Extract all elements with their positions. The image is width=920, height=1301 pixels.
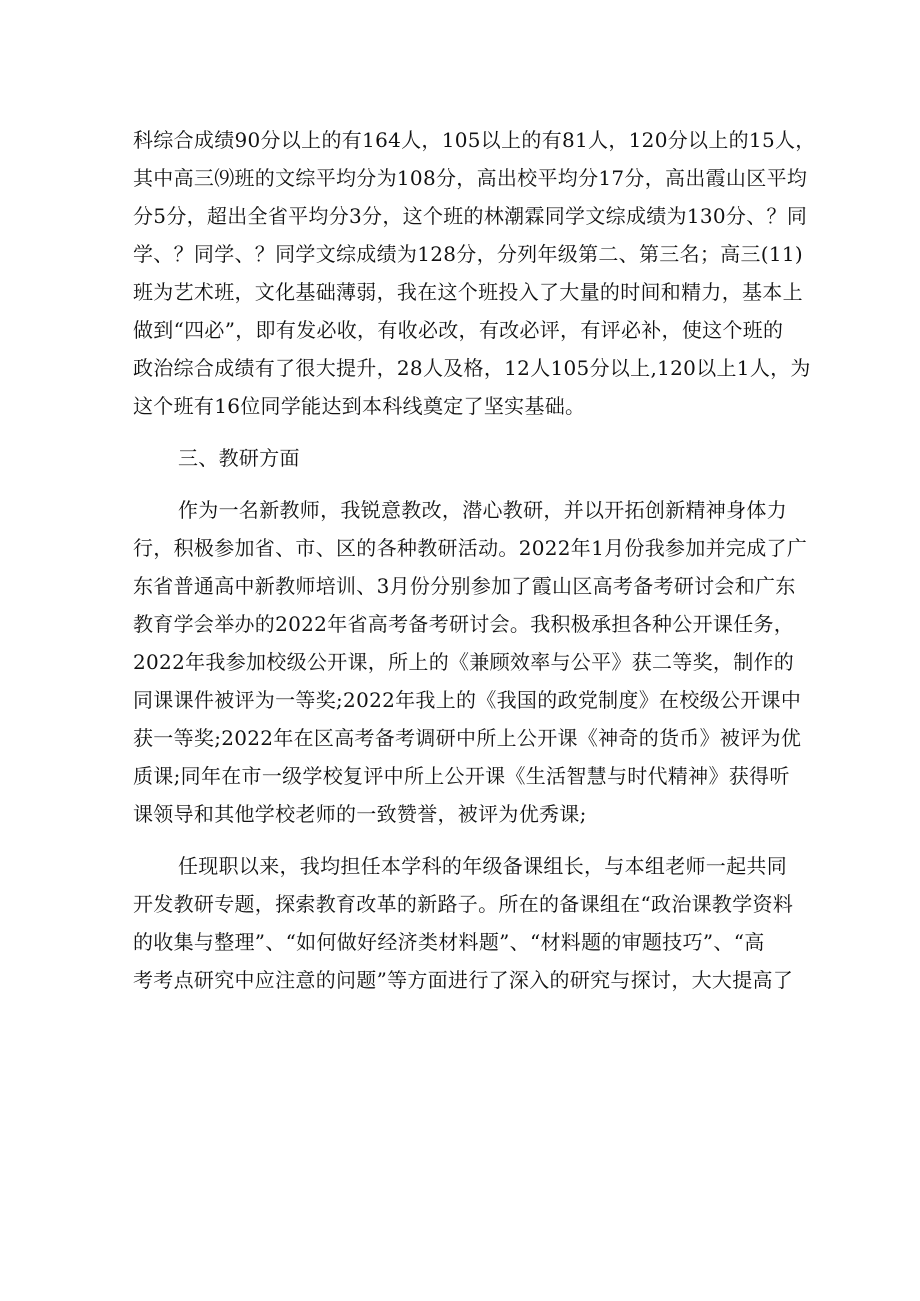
paragraph-group-lead [133,847,793,999]
text-line: 考考点研究中应注意的问题”等方面进行了深入的研究与探讨，大大提高了 [133,968,794,992]
text-line: 做到“四必”，即有发必收，有收必改，有改必评，有评必补，使这个班的 [133,318,784,342]
section-heading: 三、教研方面 [178,446,300,470]
text-line: 其中高三⑼班的文综平均分为108分，高出校平均分17分，高出霞山区平均 [133,166,808,190]
paragraph-spacer [133,477,793,491]
text-line: 行，积极参加省、市、区的各种教研活动。2022年1月份我参加并完成了广 [133,536,808,560]
text-line: 质课;同年在市一级学校复评中所上公开课《生活智慧与时代精神》获得听 [133,764,790,788]
text-line: 学、？同学、？同学文综成绩为128分，分列年级第二、第三名；高三(11) [133,242,804,266]
paragraph-scores [133,121,816,425]
text-line: 教育学会举办的2022年省高考备考研讨会。我积极承担各种公开课任务， [133,612,795,636]
paragraph-research [133,491,808,833]
text-line: 东省普通高中新教师培训、3月份分别参加了霞山区高考备考研讨会和广东 [133,574,796,598]
text-line: 分5分，超出全省平均分3分，这个班的林潮霖同学文综成绩为130分、？同 [133,204,808,228]
paragraph-spacer [133,425,793,439]
text-line: 课领导和其他学校老师的一致赞誉，被评为优秀课; [133,802,587,826]
text-line: 开发教研专题，探索教育改革的新路子。所在的备课组在“政治课教学资料 [133,892,794,916]
text-line: 作为一名新教师，我锐意教改，潜心教研，并以开拓创新精神身体力 [178,498,787,522]
text-line: 2022年我参加校级公开课，所上的《兼顾效率与公平》获二等奖，制作的 [133,650,795,674]
text-line: 政治综合成绩有了很大提升，28人及格，12人105分以上,120以上1人，为 [133,356,811,380]
text-line: 任现职以来，我均担任本学科的年级备课组长，与本组老师一起共同 [178,854,787,878]
text-line: 班为艺术班，文化基础薄弱，我在这个班投入了大量的时间和精力，基本上 [133,280,803,304]
text-line: 的收集与整理”、“如何做好经济类材料题”、“材料题的审题技巧”、“高 [133,930,765,954]
paragraph-spacer [133,833,793,847]
text-line: 获一等奖;2022年在区高考备考调研中所上公开课《神奇的货币》被评为优 [133,726,802,750]
text-line: 科综合成绩90分以上的有164人，105以上的有81人，120分以上的15人， [133,128,816,152]
text-line: 这个班有16位同学能达到本科线奠定了坚实基础。 [133,394,586,418]
text-line: 同课课件被评为一等奖;2022年我上的《我国的政党制度》在校级公开课中 [133,688,802,712]
document-body [133,121,816,999]
